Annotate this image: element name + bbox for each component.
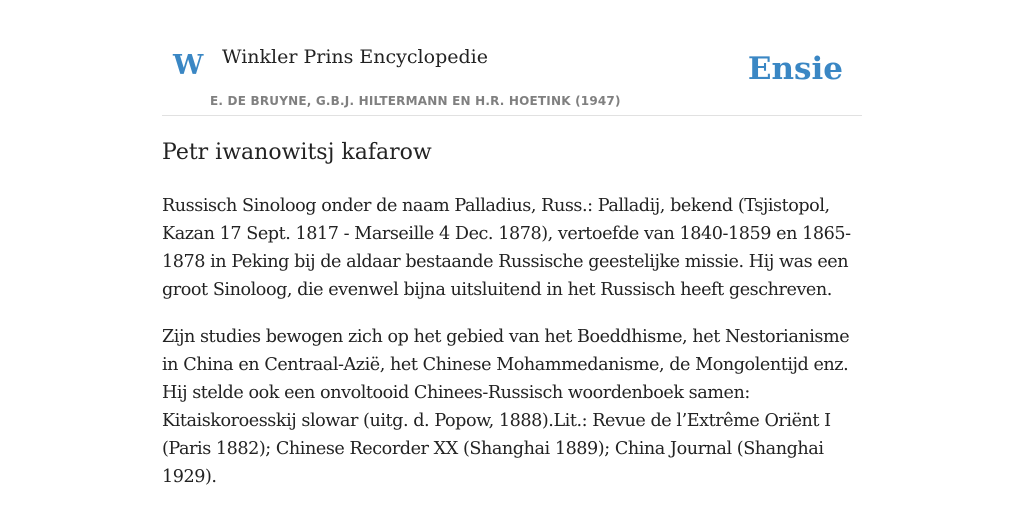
article-page <box>162 0 862 487</box>
ensie-logo-link[interactable]: Ensie <box>747 51 843 87</box>
winkler-prins-logo[interactable]: W <box>173 50 204 81</box>
article-body <box>162 192 862 510</box>
publication-title[interactable]: Winkler Prins Encyclopedie <box>222 46 488 68</box>
article-title: Petr iwanowitsj kafarow <box>162 140 432 165</box>
article-paragraph: Zijn studies bewogen zich op het gebied van het Boeddhisme, het Nestorianisme in China en Centraal-Azië, het Chinese Mohammedanisme, de Mongolentijd enz. Hij stelde ook een onvoltooid Chinees-Russisch woordenboek samen: Kitaiskoroesskij slowar (uitg. d. Popow, 1888).Lit.: Revue de l’Extrême Oriënt I (Paris 1882); Chinese Recorder XX (Shanghai 1889); China Journal (Shanghai 1929). <box>162 327 850 487</box>
article-paragraph: Russisch Sinoloog onder de naam Palladius, Russ.: Palladij, bekend (Tsjistopol, Kazan 17 Sept. 1817 - Marseille 4 Dec. 1878), vertoefde van 1840-1859 en 1865-1878 in Peking bij de aldaar bestaande Russische geestelijke missie. Hij was een groot Sinoloog, die evenwel bijna uitsluitend in het Russisch heeft geschreven. <box>162 196 851 300</box>
publication-authors: E. DE BRUYNE, G.B.J. HILTERMANN EN H.R. HOETINK (1947) <box>210 94 621 108</box>
encyclopedia-header <box>162 0 862 116</box>
